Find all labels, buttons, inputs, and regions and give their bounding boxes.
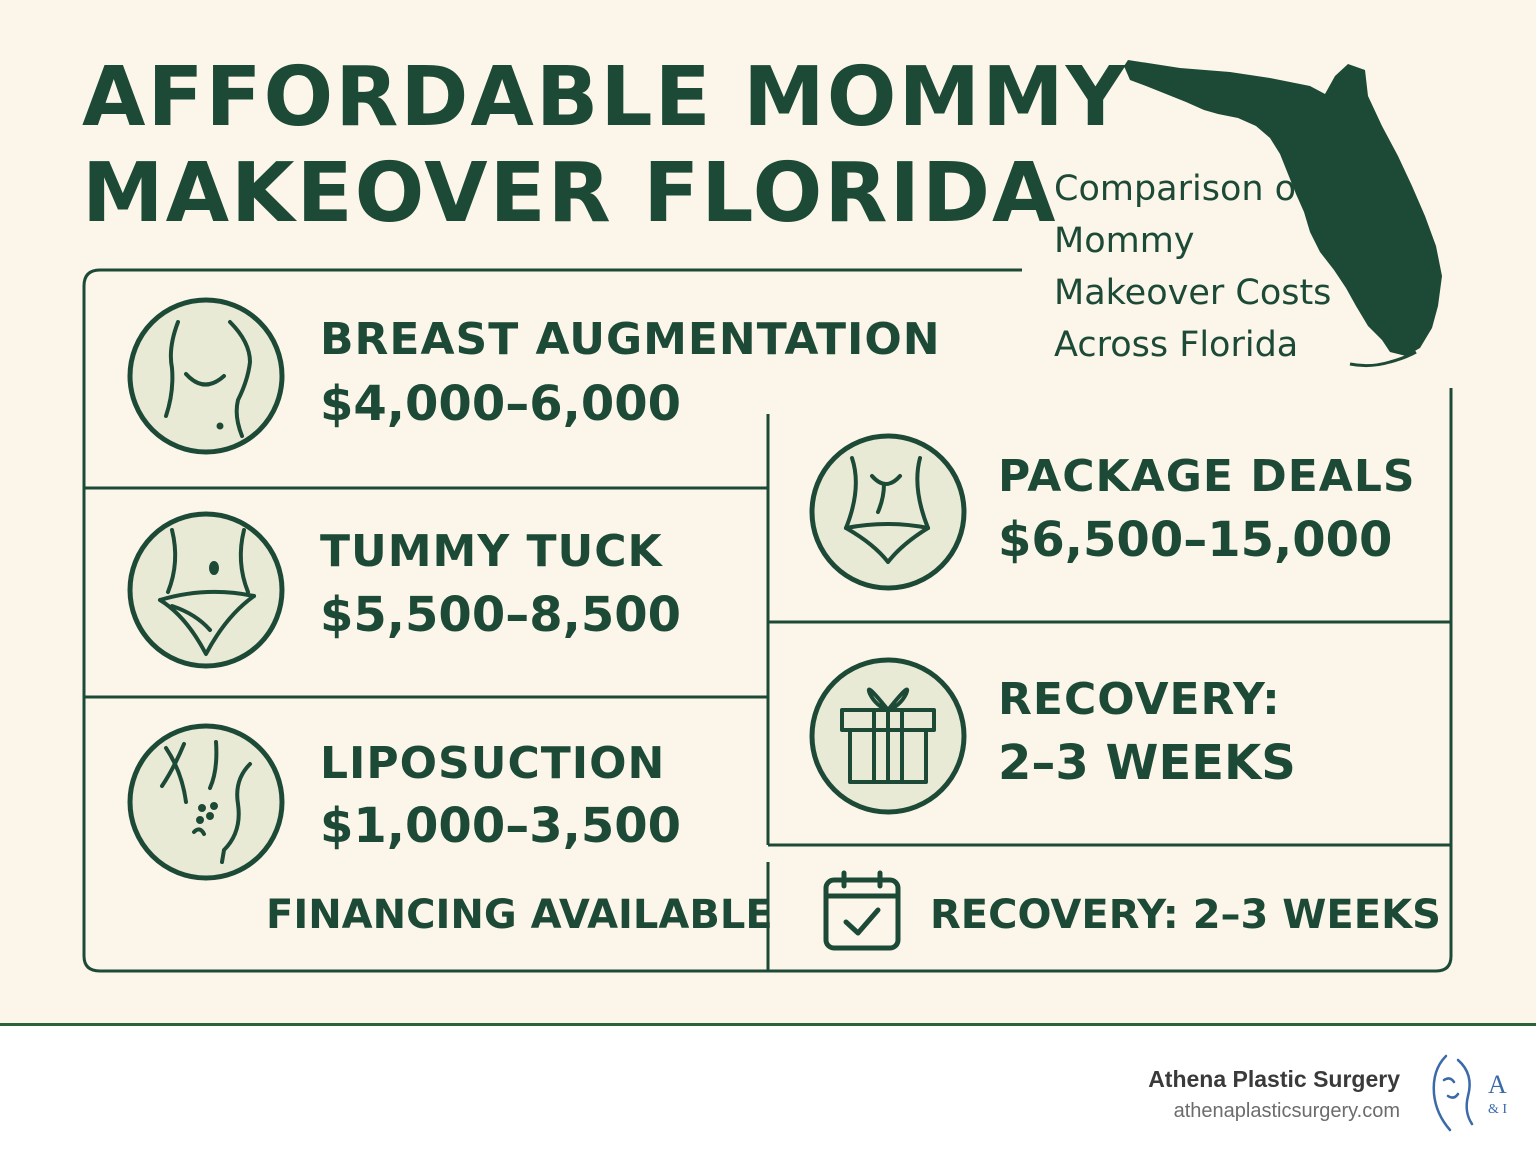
breast-torso-icon bbox=[126, 296, 286, 456]
package-deals-label: PACKAGE DEALS bbox=[998, 451, 1416, 502]
breast-augmentation-price: $4,000–6,000 bbox=[320, 376, 682, 432]
footer bbox=[0, 1026, 1536, 1154]
recovery-note: RECOVERY: 2–3 WEEKS bbox=[930, 892, 1441, 938]
logo-sub: & I bbox=[1488, 1102, 1508, 1117]
financing-note: FINANCING AVAILABLE bbox=[266, 892, 773, 938]
waist-icon bbox=[808, 432, 968, 592]
brand-url[interactable]: athenaplasticsurgery.com bbox=[1173, 1100, 1400, 1122]
logo-letter: A bbox=[1488, 1070, 1507, 1099]
subtitle: Comparison of Mommy Makeover Costs Across Florida bbox=[1054, 169, 1332, 365]
athena-logo-icon bbox=[1428, 1050, 1484, 1136]
tummy-tuck-price: $5,500–8,500 bbox=[320, 587, 682, 643]
page-title: AFFORDABLE MOMMY MAKEOVER FLORIDA bbox=[82, 50, 1128, 241]
recovery-duration: 2–3 WEEKS bbox=[998, 735, 1296, 791]
liposuction-label: LIPOSUCTION bbox=[320, 738, 666, 789]
recovery-label: RECOVERY: bbox=[998, 674, 1281, 725]
gift-icon bbox=[808, 656, 968, 816]
abdomen-icon bbox=[126, 510, 286, 670]
calendar-check-icon bbox=[822, 870, 902, 952]
hip-contour-icon bbox=[126, 722, 286, 882]
package-deals-price: $6,500–15,000 bbox=[998, 512, 1393, 568]
breast-augmentation-label: BREAST AUGMENTATION bbox=[320, 314, 941, 365]
tummy-tuck-label: TUMMY TUCK bbox=[320, 526, 663, 577]
brand-name: Athena Plastic Surgery bbox=[1148, 1066, 1400, 1092]
liposuction-price: $1,000–3,500 bbox=[320, 798, 682, 854]
